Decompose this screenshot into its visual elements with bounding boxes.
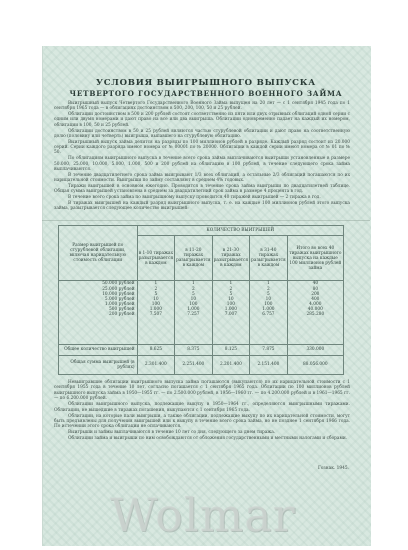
cell-value: 1.000 xyxy=(224,306,238,312)
cell-value: 100 xyxy=(189,301,198,307)
paragraph: В течение двадцатилетнего срока займа выигрывают 1/3 всех облигаций, а остальные 2/3 облигаций погашаются по их нарицательной стоимости. Выигрыши по займу составляют в среднем 4% годовых. xyxy=(54,172,350,184)
cell-value: 100 xyxy=(226,301,235,307)
cell-value: 2 xyxy=(229,286,233,292)
cell-value: 330.000 xyxy=(287,345,343,356)
paragraph: Тиражи выигрышей в основном ежегодно. Проводятся в течение срока займа выигрыши по двадцатилетней таблице. Общая сумма выигрышей установлена в среднем за двадцатилетний срок займа в размере 4 процента в год. xyxy=(54,184,350,195)
cell-value: 1 xyxy=(267,281,270,287)
paragraph: Облигации займа и выигрыши по ним освобождаются от обложения государственными и местными налогами и сборами. xyxy=(68,436,348,442)
table-row-total-sum xyxy=(59,355,344,374)
paper-fold-line xyxy=(42,220,370,221)
cell-value: 5 xyxy=(267,291,270,297)
table-col-11-20 xyxy=(175,281,213,345)
prize-amount: 500 рублей xyxy=(109,306,135,312)
cell-value: 8.625 xyxy=(137,345,175,356)
redemption-text xyxy=(54,380,350,442)
cell-value: 8.375 xyxy=(175,345,213,356)
table-subheader: Итого во всех 40 тиражах выигрышного выпуска на каждые 100 миллионов рублей займа xyxy=(287,236,343,281)
cell-value: 80 xyxy=(312,286,319,292)
cell-value: 285.280 xyxy=(306,312,325,318)
prize-amount: 5.000 рублей xyxy=(104,296,135,302)
cell-value: 5 xyxy=(154,291,158,297)
table-header-count: КОЛИЧЕСТВО ВЫИГРЫШЕЙ xyxy=(137,226,343,236)
paragraph: Выигрышный выпуск Четвертого Государственного Военного Займа выпущен на 20 лет — с 1 сентября 1945 года по 1 сентября 1965 года — в облигациях достоинством в 500, 200, 100, 50 и 25 рублей. xyxy=(54,101,350,112)
cell-value: 2.301.400 xyxy=(137,355,175,374)
cell-value: 7.007 xyxy=(224,312,238,318)
cell-value: 2 xyxy=(267,286,270,292)
cell-value: 40 xyxy=(312,281,319,287)
paragraph: Выигрышный выпуск займа делится на разряды по 100 миллионов рублей в разряде. Каждый разряд состоит из 20.000 серий. Серии каждого разряда имеют номера от № 00001 по № 20000. Облигации в каждой серии имеют номера от № 01 по № 50. xyxy=(54,139,350,156)
cell-value: 4.000 xyxy=(309,301,322,307)
table-col-1-10 xyxy=(137,281,175,345)
prize-amount: 50.000 рублей xyxy=(102,281,135,287)
cell-value: 10 xyxy=(265,296,272,302)
prize-amount: 10.000 рублей xyxy=(102,291,135,297)
cell-value: 1 xyxy=(154,281,158,287)
document-subtitle: ЧЕТВЕРТОГО ГОСУДАРСТВЕННОГО ВОЕННОГО ЗАЙМА xyxy=(69,89,343,98)
conditions-text xyxy=(54,101,350,212)
prize-amount: 25.000 рублей xyxy=(102,286,135,292)
table-header-size: Размер выигрышей по стурублевой облигации, включая нарицательную стоимость облигации xyxy=(59,226,138,281)
cell-value: 100 xyxy=(151,301,160,307)
table-col-31-40 xyxy=(250,281,288,345)
cell-value: 10 xyxy=(228,296,234,302)
cell-value: 1.000 xyxy=(262,306,275,312)
cell-value: 2.251.400 xyxy=(175,355,213,374)
table-subheader: в 1-10 тиражах разыгрывается в каждом xyxy=(137,236,175,281)
cell-value: 40.000 xyxy=(307,306,323,312)
table-row-amounts xyxy=(59,281,138,345)
paragraph: Облигации достоинством в 500 и 200 рублей состоят соответственно из пяти или двух отрывных облигаций одной серии с одним или двумя номерами и дают право на все или два выигрыша. Облигации одновременно падает на каждый их номером, облигации в 100, 50 и 25 рублей. xyxy=(54,112,350,128)
paragraph: В тиражах выигрышей на каждый разряд выигрышного выпуска, т. е. на каждые 100 миллионов рублей этого выпуска займа, разыгрывается следующее количество выигрышей: xyxy=(54,201,350,212)
table-row xyxy=(59,281,344,345)
prize-count-table xyxy=(58,225,344,375)
cell-value: 200 xyxy=(311,291,320,297)
cell-value: 7.257 xyxy=(187,312,200,318)
cell-value: 1 xyxy=(229,281,233,287)
paragraph: Облигации достоинством в 50 и 25 рублей являются частью стурублевой облигации и дают право на соответственную долю (половину или четверть) выигрыша, выпавшего на стурублевую облигацию. xyxy=(54,128,350,139)
document-header xyxy=(42,78,370,98)
paragraph: В течение всего срока займа по выигрышному выпуску проводится 40 тиражей выигрышей — 2 тиража в год. xyxy=(68,195,321,201)
table-subheader: в 31-40 тиражах разыгрывается в каждом xyxy=(250,236,288,281)
paragraph: По облигациям выигрышного выпуска в течение всего срока займа выплачиваются выигрыши установленные в размере 50.000, 25.000, 10.000, 5.000, 1.000, 500 и 200 рублей на облигацию в 100 рублей, в течение следующего срока займа выплачиваются. xyxy=(54,156,350,172)
document-title: УСЛОВИЯ ВЫИГРЫШНОГО ВЫПУСКА xyxy=(96,78,316,88)
total-count-label: Общее количество выигрышей xyxy=(59,345,138,356)
table-col-21-30 xyxy=(212,281,250,345)
printer-signature: Гознак. 1945. xyxy=(318,466,349,471)
cell-value: 10 xyxy=(153,296,159,302)
cell-value: 7.507 xyxy=(149,312,162,318)
table-col-total xyxy=(287,281,343,345)
cell-value: 2.201.400 xyxy=(212,355,250,374)
table-subheader: в 11-20 тиражах разыгрывается в каждом xyxy=(175,236,213,281)
cell-value: 1 xyxy=(192,281,195,287)
prize-amount: 200 рублей xyxy=(109,312,135,318)
wolmar-watermark: Wolmar xyxy=(110,488,296,542)
prize-amount: 1.000 рублей xyxy=(104,301,135,307)
cell-value: 5 xyxy=(229,291,233,297)
paragraph: Облигации, на которые пали выигрыши, а также облигации, подлежащие выкупу по их нарицательной стоимости, могут быть предъявлены для получения выигрышей или к выкупу в течение всего срока займа, но не позднее 1 сентября 1966 года. По истечении этого срока облигации не оплачиваются. xyxy=(54,413,350,430)
total-sum-label: Общая сумма выигрышей (в рублях) xyxy=(59,355,138,374)
cell-value: 2 xyxy=(192,286,195,292)
cell-value: 2.151.400 xyxy=(250,355,288,374)
cell-value: 1.000 xyxy=(187,306,200,312)
cell-value: 6.757 xyxy=(262,312,275,318)
paragraph: Облигации выигрышного выпуска, подлежащие выкупу в 1950—1964 гг., определяются выигрышными тиражами. Облигации, не вышедшие в тиражах погашения, выкупаются с 1 сентября 1965 года. xyxy=(54,402,350,413)
cell-value: 100 xyxy=(264,301,273,307)
cell-value: 8.125 xyxy=(212,345,250,356)
paragraph: Выигрыши и займы выплачиваются в течение 10 лет со дня, следующего за днем тиража. xyxy=(68,430,276,436)
paragraph: Невыигравшие облигации выигрышного выпуска займа погашаются (выкупаются) по их нарицательной стоимости с 1 сентября 1955 года в течение 10 лет, согласно погашается с 1 сентября 1965 года. Облигации по 100 миллионов рублей выигрышного выпуска займа в 1950—1955 гг. — по 2.500.000 рублей, в 1956—1960 гг. — по 4.200.000 рублей и в 1961—1965 гг. — по 6.200.000 рублей. xyxy=(54,380,350,402)
cell-value: 400 xyxy=(311,296,320,302)
cell-value: 1.000 xyxy=(149,306,162,312)
prize-table xyxy=(58,225,344,375)
cell-value: 88.056.000 xyxy=(287,355,343,374)
table-subheader: в 21-30 тиражах разыгрывается в каждом xyxy=(212,236,250,281)
cell-value: 5 xyxy=(192,291,195,297)
cell-value: 7.875 xyxy=(250,345,288,356)
cell-value: 10 xyxy=(190,296,197,302)
cell-value: 2 xyxy=(154,286,158,292)
table-row-total-count xyxy=(59,345,344,356)
